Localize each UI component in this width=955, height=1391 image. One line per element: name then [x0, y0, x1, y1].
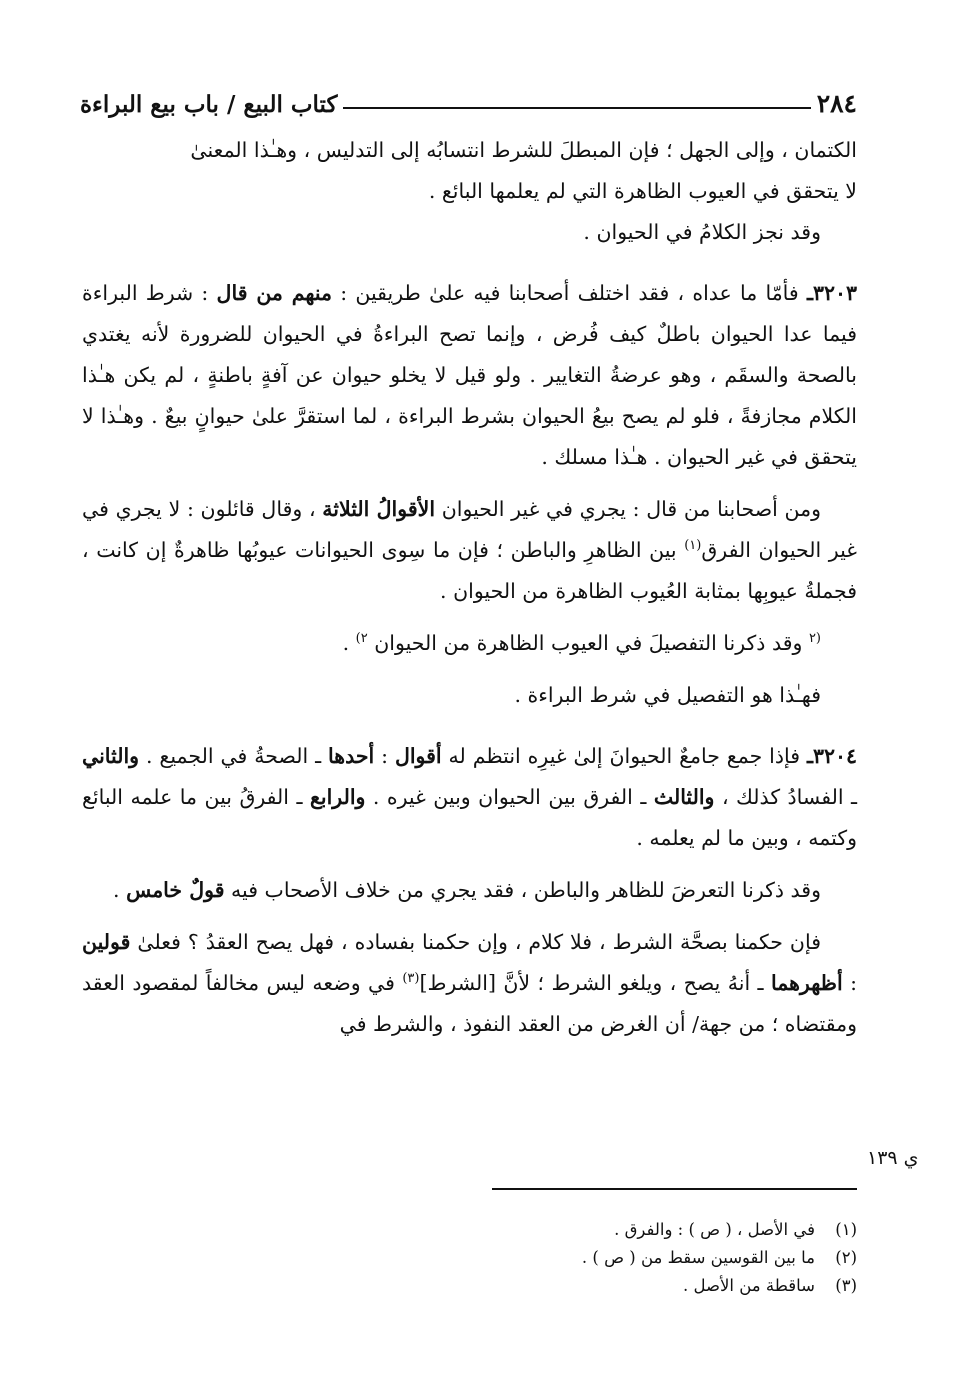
- page-number: ٢٨٤: [816, 89, 857, 118]
- paragraph-3203-bold: منهم من قال: [216, 281, 333, 305]
- paragraph-3203-text-c: : شرط البراءة فيما عدا الحيوان باطلٌ كيف فُرض ، وإنما تصح البراءةُ في الحيوان للضرورة لأنه يغتدي بالصحة والسقَم ، وهو عرضةُ التغايير . ولو قيل لا يخلو حيوان عن آفةٍ باطنةٍ ، لم يكن هـٰذا الكلام مجازفةً ، فلو لم يصح بيعُ الحيوان بشرط البراءة ، لما استقرَّ علىٰ حيوانٍ بيعٌ . وهـٰذا لا يتحقق في غير الحيوان . هـٰذا مسلك .: [82, 281, 857, 469]
- paragraph-2: وقد نجز الكلامُ في الحيوان .: [583, 220, 821, 244]
- paragraph-5-end: .: [342, 631, 356, 655]
- paragraph-4-text-c: ، وقال قائلون : لا يجري في غير الحيوان الفرق: [82, 497, 858, 562]
- paragraph-4-bold: الأقوالُ الثلاثة: [322, 497, 436, 521]
- paragraph-9-text-e: ـ أنهُ يصح ، ويلغو الشرط ؛ لأنَّ [الشرط]: [419, 971, 771, 995]
- paragraph-3204-bold-f: والثاني: [82, 744, 140, 768]
- paragraph-9: [82, 922, 857, 1045]
- paragraph-4-text-a: ومن أصحابنا من قال : يجري في غير الحيوان: [435, 497, 822, 521]
- header-rule: [343, 107, 810, 109]
- paragraph-1: [82, 130, 857, 212]
- footnote-number: (٢): [835, 1248, 857, 1267]
- paragraph-3204-bold-h: والثالث: [653, 785, 715, 809]
- footnote: [82, 1216, 857, 1244]
- footnote-text: ما بين القوسين سقط من ( ص ) .: [581, 1248, 815, 1267]
- page-body: [82, 130, 857, 1045]
- footnote-number: (١): [835, 1220, 857, 1239]
- paragraph-9-text-f: في وضعه ليس مخالفاً لمقصود العقد ومقتضاه ؛ من جهة/ أن الغرض من العقد النفوذ ، والشرط في: [82, 971, 857, 1036]
- paragraph-8: [82, 870, 857, 911]
- paragraph-3203-text-a: فأمّا ما عداه ، فقد اختلف أصحابنا فيه علىٰ طريقين :: [332, 281, 807, 305]
- paragraph-4-text-d: بين الظاهرِ والباطن ؛ فإن ما سِوى الحيوانات عيوبُها ظاهرةٌ إن كانت ، فجملةُ عيوبِها بمثابة العُيوب الظاهرة من الحيوان .: [82, 538, 857, 603]
- footnote-ref-2-open: (٢: [808, 631, 821, 647]
- paragraph-3204-bold-b: أقوال: [394, 744, 442, 768]
- footnote-separator: [492, 1188, 857, 1190]
- paragraph-3204-text-g: ـ الفسادُ كذلك ،: [714, 785, 857, 809]
- paragraph-8-bold: قولٌ خامس: [126, 878, 225, 902]
- paragraph-3204-text-i: ـ الفرق بين الحيوان وبين غيره .: [365, 785, 654, 809]
- footnote-text: في الأصل ، ( ص ) : والفرق .: [614, 1220, 815, 1239]
- footnote-ref-2-close: ٢): [355, 631, 368, 647]
- footnote-number: (٣): [835, 1276, 857, 1295]
- paragraph-9-bold-b: قولين: [82, 930, 131, 954]
- footnote: [82, 1272, 857, 1300]
- paragraph-3204-text-a: فإذا جمع جامعٌ الحيوانَ إلىٰ غيرِه انتظم له: [441, 744, 807, 768]
- section-number-3203: ٣٢٠٣ـ: [806, 281, 858, 305]
- paragraph-3204-bold-j: والرابع: [309, 785, 366, 809]
- paragraph-5-text: وقد ذكرنا التفصيلَ في العيوب الظاهرة من الحيوان: [367, 631, 809, 655]
- paragraph-9-text-c: :: [842, 971, 857, 995]
- paragraph-9-bold-d: أظهرهما: [770, 971, 843, 995]
- section-number-3204: ٣٢٠٤ـ: [806, 744, 857, 768]
- paragraph-9-text-a: فإن حكمنا بصحَّة الشرط ، فلا كلام ، وإن حكمنا بفساده ، فهل يصح العقدُ ؟ فعلىٰ: [130, 930, 821, 954]
- paragraph-3204: [82, 736, 857, 859]
- paragraph-3204-text-k: ـ الفرقُ بين ما علمه البائع وكتمه ، وبين ما لم يعلمه .: [82, 785, 857, 850]
- paragraph-5: [82, 623, 857, 664]
- footnote: [82, 1244, 857, 1272]
- paragraph-3204-text-e: ـ الصحةُ في الجميع .: [139, 744, 329, 768]
- margin-manuscript-reference: ي ١٣٩: [867, 1147, 919, 1169]
- running-head: كتاب البيع / باب بيع البراءة: [80, 91, 338, 118]
- paragraph-8-text-a: وقد ذكرنا التعرضَ للظاهر والباطن ، فقد يجري من خلاف الأصحاب فيه: [224, 878, 821, 902]
- paragraph-1-line-1: الكتمان ، وإلى الجهل ؛ فإن المبطلَ للشرط انتسابُه إلى التدليس ، وهـٰذا المعنىٰ: [190, 138, 857, 162]
- paragraph-4: [82, 489, 857, 612]
- footnote-ref-3: (٣): [402, 971, 420, 987]
- paragraph-6: فهـٰذا هو التفصيل في شرط البراءة .: [514, 683, 821, 707]
- page-header: [80, 78, 857, 118]
- paragraph-1-line-2: لا يتحقق في العيوب الظاهرة التي لم يعلمها البائع .: [428, 179, 857, 203]
- paragraph-3204-text-c: :: [374, 744, 395, 768]
- paragraph-3204-bold-d: أحدها: [328, 744, 375, 768]
- footnote-text: ساقطة من الأصل .: [683, 1276, 815, 1295]
- footnotes: [82, 1216, 857, 1300]
- paragraph-8-text-c: .: [113, 878, 127, 902]
- footnote-ref-1: (١): [684, 538, 702, 554]
- paragraph-3203: [82, 273, 857, 478]
